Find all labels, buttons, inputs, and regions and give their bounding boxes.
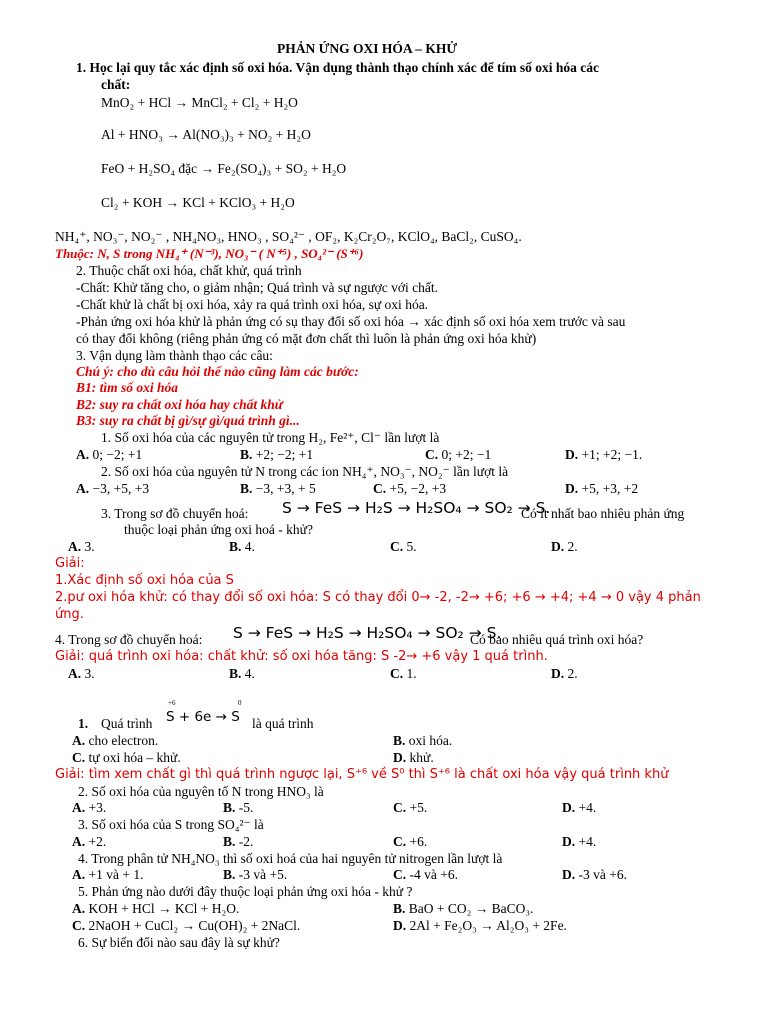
option-key: A. [72,901,86,916]
p2-stem: 2. Số oxi hóa của nguyên tố N trong HNO₃ là [78,784,324,799]
option-text: -3 và +6. [578,867,627,882]
option-key: D. [393,918,407,933]
option-text: +2; −2; +1 [255,447,314,462]
option-text: 4. [244,539,255,554]
option-key: B. [393,733,406,748]
option-text: +2. [88,834,107,849]
option-key: B. [393,901,406,916]
option-key: D. [562,834,576,849]
q3-stem-c: thuộc loại phản ứng oxi hoá - khử? [124,522,313,537]
option-key: A. [72,800,86,815]
option-text: 2NaOH + CuCl₂ → Cu(OH)₂ + 2NaCl. [88,918,301,933]
q3-options [0,539,768,555]
option-key: A. [72,867,86,882]
p1-stem-a: Quá trình [101,716,153,731]
option-key: C. [390,666,404,681]
option-text: 5. [406,539,417,554]
p1-options-row2 [0,750,768,766]
q4-stem-b: Có bao nhiêu quá trình oxi hóa? [470,632,644,647]
option-text: -2. [238,834,254,849]
equation-3: FeO + H₂SO₄ đặc → Fe₂(SO₄)₃ + SO₂ + H₂O [101,161,347,176]
p4-stem: 4. Trong phân tử NH₄NO₃ thì số oxi hoá của hai nguyên tử nitrogen lần lượt là [78,851,503,866]
species-list: NH₄⁺, NO₃⁻, NO₂⁻ , NH₄NO₃, HNO₃ , SO₄²⁻ , OF₂, K₂Cr₂O₇, KClO₄, BaCl₂, CuSO₄. [55,229,522,244]
section2-line4: có thay đổi không (riêng phản ứng có mặt đơn chất thì luôn là phản ứng oxi hóa khử) [76,331,537,346]
p5-options-row1 [0,901,768,917]
option-key: A. [68,539,82,554]
option-key: C. [373,481,387,496]
step-b1: B1: tìm số oxi hóa [76,380,179,395]
option-text: tự oxi hóa – khử. [88,750,181,765]
option-key: B. [223,800,236,815]
p1-ox-right: 0 [238,699,242,707]
option-text: +1 và + 1. [88,867,144,882]
option-key: C. [425,447,439,462]
q3-conversion-scheme: S → FeS → H₂S → H₂SO₄ → SO₂ → S. [282,499,551,517]
p3-options [0,834,768,850]
section2-heading: 2. Thuộc chất oxi hóa, chất khử, quá trình [76,263,302,278]
option-text: 2. [567,666,578,681]
page-title: PHẢN ỨNG OXI HÓA – KHỬ [277,41,458,56]
option-text: KOH + HCl → KCl + H₂O. [88,901,240,916]
solution-line1: 1.Xác định số oxi hóa của S [55,573,234,588]
option-key: B. [240,481,253,496]
solution-label: Giải: [55,556,85,571]
solution-line3: ứng. [55,607,84,622]
option-text: 2Al + Fe₂O₃ → Al₂O₃ + 2Fe. [409,918,567,933]
option-text: +1; +2; −1. [581,447,643,462]
equation-1: MnO₂ + HCl → MnCl₂ + Cl₂ + H₂O [101,95,298,110]
option-key: B. [229,539,242,554]
oxidation-note: Thuộc: N, S trong NH₄⁺ (N⁻³), NO₃⁻ ( N⁺⁵) , SO₄²⁻ (S⁺⁶) [55,246,364,261]
option-text: -3 và +5. [238,867,288,882]
q3-stem-a: 3. Trong sơ đồ chuyển hoá: [101,506,249,521]
p1-ox-left: +6 [168,699,176,707]
option-key: D. [562,800,576,815]
q1-options [0,447,768,463]
option-key: D. [393,750,407,765]
q4-stem-a: 4. Trong sơ đồ chuyển hoá: [55,632,203,647]
section2-line2: -Chất khử là chất bị oxi hóa, xảy ra quá trình oxi hóa, sự oxi hóa. [76,297,429,312]
q2-options [0,481,768,497]
option-text: +5, −2, +3 [389,481,447,496]
section3-heading: 3. Vận dụng làm thành thạo các câu: [76,348,273,363]
p5-stem: 5. Phản ứng nào dưới đây thuộc loại phản ứng oxi hóa - khử ? [78,884,413,899]
option-key: D. [565,481,579,496]
option-text: −3, +5, +3 [92,481,150,496]
option-text: 4. [244,666,255,681]
q4-conversion-scheme: S → FeS → H₂S → H₂SO₄ → SO₂ → S. [233,624,502,642]
option-key: B. [240,447,253,462]
option-key: C. [393,834,407,849]
step-b2: B2: suy ra chất oxi hóa hay chất khử [76,397,283,412]
option-text: 0; +2; −1 [441,447,492,462]
option-key: A. [72,733,86,748]
p3-stem: 3. Số oxi hóa của S trong SO₄²⁻ là [78,817,264,832]
p1-stem-b: là quá trình [252,716,314,731]
option-text: 2. [567,539,578,554]
option-text: khử. [409,750,434,765]
section1-heading-line2: chất: [101,77,131,92]
p6-stem: 6. Sự biến đổi nào sau đây là sự khử? [78,935,280,950]
p4-options [0,867,768,883]
q3-stem-b: Có ít nhất bao nhiêu phản ứng [521,506,685,521]
p2-options [0,800,768,816]
q2-stem: 2. Số oxi hóa của nguyên tử N trong các ion NH₄⁺, NO₃⁻, NO₂⁻ lần lượt là [101,464,509,479]
option-text: +5, +3, +2 [581,481,639,496]
option-key: B. [223,867,236,882]
section1-heading-line1: 1. Học lại quy tắc xác định số oxi hóa. Vận dụng thành thạo chính xác để tím số oxi hóa các [76,60,599,75]
option-key: B. [229,666,242,681]
option-text: BaO + CO₂ → BaCO₃. [408,901,534,916]
option-key: D. [551,539,565,554]
option-text: -5. [238,800,254,815]
option-key: A. [76,481,90,496]
option-key: C. [72,750,86,765]
q4-solution: Giải: quá trình oxi hóa: chất khử: số oxi hóa tăng: S -2→ +6 vậy 1 quá trình. [55,649,548,664]
equation-4: Cl₂ + KOH → KCl + KClO₃ + H₂O [101,195,295,210]
p1-solution: Giải: tìm xem chất gì thì quá trình ngược lại, S⁺⁶ về S⁰ thì S⁺⁶ là chất oxi hóa vậy quá trình khử [55,767,669,782]
p1-number: 1. [78,716,89,731]
option-text: −3, +3, + 5 [255,481,316,496]
option-text: +4. [578,800,597,815]
tip-line: Chú ý: cho dù câu hỏi thế nào cũng làm các bước: [76,364,359,379]
option-key: D. [565,447,579,462]
p1-process: S + 6e → S [166,709,240,725]
step-b3: B3: suy ra chất bị gì/sự gì/quá trình gì... [76,413,300,428]
option-text: 1. [406,666,417,681]
option-text: +6. [409,834,428,849]
q1-stem: 1. Số oxi hóa của các nguyên tử trong H₂, Fe²⁺, Cl⁻ lần lượt là [101,430,440,445]
option-text: -4 và +6. [409,867,458,882]
option-key: A. [72,834,86,849]
option-key: B. [223,834,236,849]
option-key: C. [72,918,86,933]
option-text: oxi hóa. [408,733,453,748]
option-key: D. [551,666,565,681]
p1-options-row1 [0,733,768,749]
option-key: C. [393,867,407,882]
equation-2: Al + HNO₃ → Al(NO₃)₃ + NO₂ + H₂O [101,127,311,142]
q4-options [0,666,768,682]
option-text: +4. [578,834,597,849]
section2-line3: -Phản ứng oxi hóa khử là phản ứng có sụ thay đổi số oxi hóa → xác định số oxi hóa xem trước và sau [76,314,626,329]
option-text: +3. [88,800,107,815]
option-text: cho electron. [88,733,159,748]
option-text: 0; −2; +1 [92,447,143,462]
section2-line1: -Chất: Khử tăng cho, o giảm nhận; Quá trình và sự ngược với chất. [76,280,439,295]
option-text: +5. [409,800,428,815]
option-text: 3. [84,539,95,554]
option-key: C. [393,800,407,815]
option-key: C. [390,539,404,554]
solution-line2: 2.pư oxi hóa khử: có thay đổi số oxi hóa: S có thay đổi 0→ -2, -2→ +6; +6 → +4; +4 → 0 vậy 4 phản [55,590,701,605]
option-text: 3. [84,666,95,681]
option-key: D. [562,867,576,882]
p5-options-row2 [0,918,768,934]
option-key: A. [76,447,90,462]
option-key: A. [68,666,82,681]
